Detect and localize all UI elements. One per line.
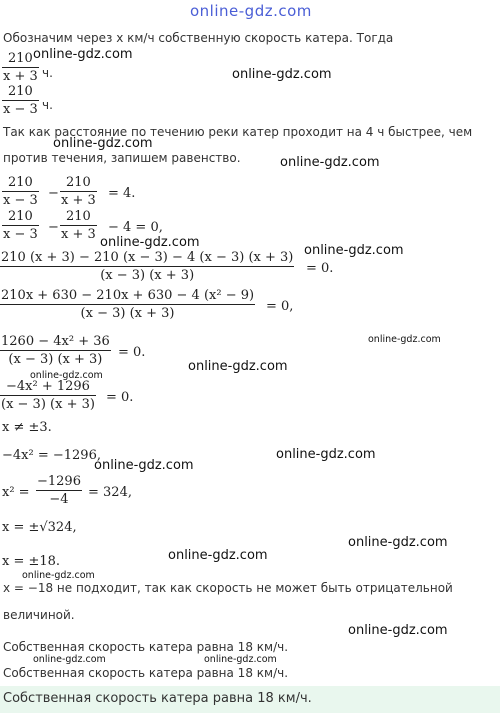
watermark: online-gdz.com <box>368 334 441 345</box>
equation-5-fraction <box>0 334 111 367</box>
watermark: online-gdz.com <box>348 623 448 638</box>
answer-line-2: Собственная скорость катера равна 18 км/ч. <box>3 666 289 680</box>
equation-2-operator: − <box>48 220 59 235</box>
equation-1-fraction-a <box>2 175 39 208</box>
intro-fraction-2 <box>2 84 39 117</box>
watermark: online-gdz.com <box>232 67 332 82</box>
fraction-numerator: 210 <box>7 209 33 224</box>
answer-line-3: Собственная скорость катера равна 18 км/ч. <box>3 691 312 706</box>
equation-6-fraction <box>0 379 96 412</box>
fraction-numerator: 210 <box>7 84 33 99</box>
equation-3-fraction <box>0 250 294 283</box>
equation-11: x = ±18. <box>2 554 61 569</box>
equation-9-rhs: = 324, <box>88 485 132 500</box>
equation-1-rhs: = 4. <box>108 186 136 201</box>
equation-1-fraction-b <box>60 175 97 208</box>
site-logo[interactable]: online-gdz.com <box>190 2 312 20</box>
fraction-denominator: (x − 3) (x + 3) <box>0 304 255 321</box>
equation-2-fraction-a <box>2 209 39 242</box>
watermark: online-gdz.com <box>30 370 103 381</box>
fraction-numerator: 210x + 630 − 210x + 630 − 4 (x² − 9) <box>1 288 255 303</box>
equation-2-fraction-b <box>60 209 97 242</box>
paragraph-line-2: против течения, запишем равенство. <box>3 151 241 165</box>
watermark: online-gdz.com <box>53 136 153 151</box>
conclusion-line-1: x = −18 не подходит, так как скорость не может быть отрицательной <box>3 581 453 595</box>
fraction-denominator: x + 3 <box>61 193 96 208</box>
watermark: online-gdz.com <box>33 47 133 62</box>
equation-1-operator: − <box>48 186 59 201</box>
watermark: online-gdz.com <box>33 654 106 665</box>
intro-text: Обозначим через x км/ч собственную скорость катера. Тогда <box>3 31 394 45</box>
fraction-denominator: x − 3 <box>3 102 38 117</box>
equation-10: x = ±√324, <box>2 520 77 535</box>
equation-6-rhs: = 0. <box>106 390 134 405</box>
fraction-denominator: −4 <box>36 490 82 507</box>
watermark: online-gdz.com <box>168 548 268 563</box>
watermark: online-gdz.com <box>276 447 376 462</box>
equation-3-rhs: = 0. <box>306 261 334 276</box>
equation-4-fraction <box>0 288 255 321</box>
fraction-numerator: 1260 − 4x² + 36 <box>1 334 110 349</box>
fraction-denominator: x + 3 <box>3 69 38 84</box>
answer-line-1: Собственная скорость катера равна 18 км/ч. <box>3 640 289 654</box>
fraction-denominator: (x − 3) (x + 3) <box>0 350 111 367</box>
equation-5-rhs: = 0. <box>118 345 146 360</box>
watermark: online-gdz.com <box>280 155 380 170</box>
watermark: online-gdz.com <box>304 243 404 258</box>
fraction-numerator: 210 <box>7 51 33 66</box>
equation-8: −4x² = −1296, <box>2 448 101 463</box>
watermark: online-gdz.com <box>204 654 277 665</box>
fraction-numerator: −4x² + 1296 <box>6 379 90 394</box>
paragraph-line-1: Так как расстояние по течению реки катер проходит на 4 ч быстрее, чем <box>3 125 473 139</box>
fraction-numerator: −1296 <box>37 474 81 489</box>
fraction-denominator: (x − 3) (x + 3) <box>0 266 294 283</box>
watermark: online-gdz.com <box>22 570 95 581</box>
fraction-denominator: x − 3 <box>3 193 38 208</box>
conclusion-line-2: величиной. <box>3 608 75 622</box>
fraction-numerator: 210 (x + 3) − 210 (x − 3) − 4 (x − 3) (x + 3) <box>1 250 294 265</box>
watermark: online-gdz.com <box>100 235 200 250</box>
equation-9-fraction <box>36 474 82 507</box>
watermark: online-gdz.com <box>348 535 448 550</box>
fraction-denominator: (x − 3) (x + 3) <box>1 397 95 412</box>
fraction-denominator: x − 3 <box>3 227 38 242</box>
fraction-denominator: x + 3 <box>61 227 96 242</box>
fraction-numerator: 210 <box>7 175 33 190</box>
unit-label: ч. <box>42 66 53 80</box>
fraction-numerator: 210 <box>65 175 91 190</box>
fraction-numerator: 210 <box>65 209 91 224</box>
watermark: online-gdz.com <box>94 458 194 473</box>
unit-label: ч. <box>42 98 53 112</box>
equation-9-lhs: x² = <box>2 485 30 500</box>
watermark: online-gdz.com <box>188 359 288 374</box>
equation-7: x ≠ ±3. <box>2 420 52 435</box>
equation-4-rhs: = 0, <box>266 299 294 314</box>
equation-2-rhs: − 4 = 0, <box>108 220 163 235</box>
